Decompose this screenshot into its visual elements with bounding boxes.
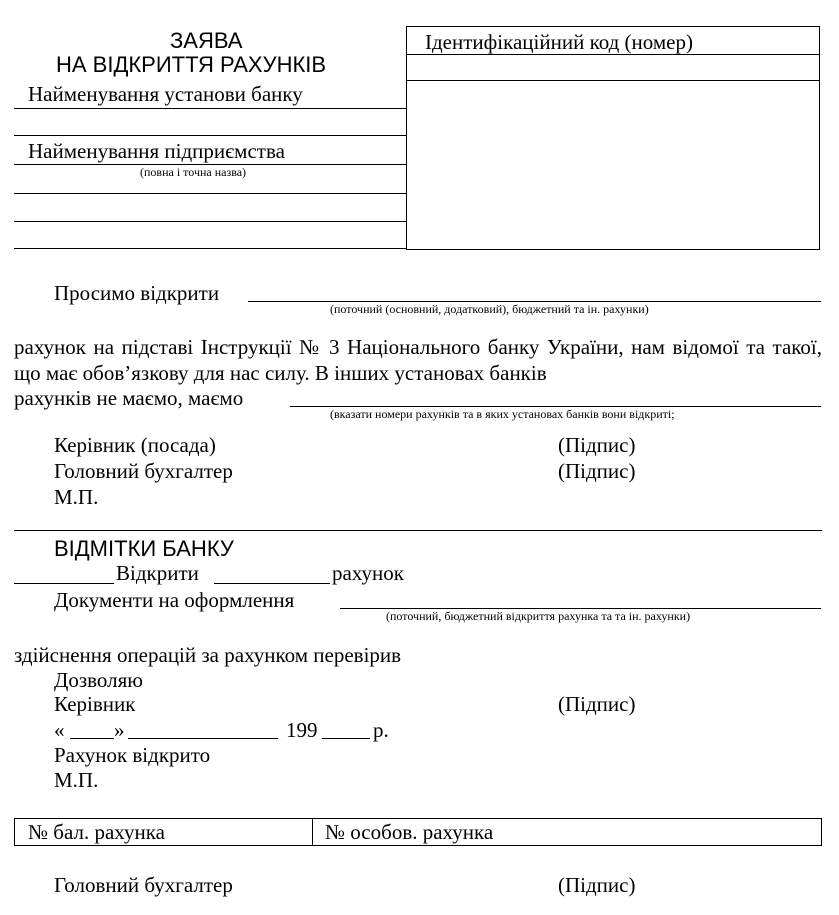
open-blank-right[interactable] [214, 583, 330, 584]
bank-stamp-label: М.П. [54, 768, 99, 792]
id-code-label: Ідентифікаційний код (номер) [425, 30, 693, 54]
other-accounts-hint: (вказати номери рахунків та в яких установах банків вони відкриті; [330, 407, 675, 421]
enterprise-name-label: Найменування підприємства [28, 139, 285, 163]
date-open-quote: « [54, 718, 65, 742]
bank-name-line-2 [14, 135, 407, 136]
bank-name-label: Найменування установи банку [28, 82, 303, 106]
account-numbers-divider [312, 818, 313, 846]
id-code-box [406, 26, 820, 250]
section-divider [14, 530, 822, 531]
date-day-line[interactable] [70, 738, 114, 739]
enterprise-name-line-4 [14, 248, 407, 249]
account-types-hint: (поточний (основний, додатковий), бюджетний та ін. рахунки) [330, 302, 649, 316]
head-signature-placeholder: (Підпис) [558, 433, 636, 457]
bank-head-signature-placeholder: (Підпис) [558, 692, 636, 716]
bank-name-line-1 [14, 108, 407, 109]
enterprise-name-hint: (повна і точна назва) [140, 165, 247, 179]
account-opened-label: Рахунок відкрито [54, 743, 211, 767]
balance-account-cell[interactable]: № бал. рахунка [28, 820, 165, 844]
chief-accountant-label: Головний бухгалтер [54, 459, 233, 483]
footer-accountant-label: Головний бухгалтер [54, 873, 233, 897]
bank-marks-title: ВІДМІТКИ БАНКУ [54, 536, 234, 561]
allow-label: Дозволяю [54, 668, 143, 692]
open-blank-left[interactable] [14, 583, 114, 584]
account-word: рахунок [332, 561, 404, 585]
operations-checked-line: здійснення операцій за рахунком перевірив [14, 643, 402, 667]
date-close-quote: » [114, 718, 125, 742]
date-month-line[interactable] [128, 738, 278, 739]
instruction-paragraph: рахунок на підставі Інструкції № 3 Національного банку України, нам відомої та такої, що має обов’язкову для нас силу. В інших установах банків [14, 335, 822, 385]
enterprise-name-line-3 [14, 221, 407, 222]
bank-head-label: Керівник [54, 692, 136, 716]
head-position-label: Керівник (посада) [54, 433, 216, 457]
date-year-line[interactable] [322, 738, 370, 739]
personal-account-cell[interactable]: № особов. рахунка [325, 820, 494, 844]
stamp-label: М.П. [54, 485, 99, 509]
id-code-divider-2 [406, 80, 820, 81]
form-title-line2: НА ВІДКРИТТЯ РАХУНКІВ [56, 52, 327, 77]
enterprise-name-line-2 [14, 193, 407, 194]
id-code-divider-1 [406, 54, 820, 55]
documents-prefix: Документи на оформлення [54, 588, 295, 612]
documents-hint: (поточний, бюджетний відкриття рахунка та та ін. рахунки) [386, 609, 691, 623]
date-year-prefix: 199 [286, 718, 318, 742]
form-title-line1: ЗАЯВА [170, 28, 243, 53]
chief-accountant-signature-placeholder: (Підпис) [558, 459, 636, 483]
footer-accountant-signature-placeholder: (Підпис) [558, 873, 636, 897]
open-request-prefix: Просимо відкрити [54, 281, 220, 305]
other-accounts-prefix: рахунків не маємо, маємо [14, 386, 244, 410]
open-word: Відкрити [116, 561, 199, 585]
date-year-suffix: р. [373, 718, 389, 742]
